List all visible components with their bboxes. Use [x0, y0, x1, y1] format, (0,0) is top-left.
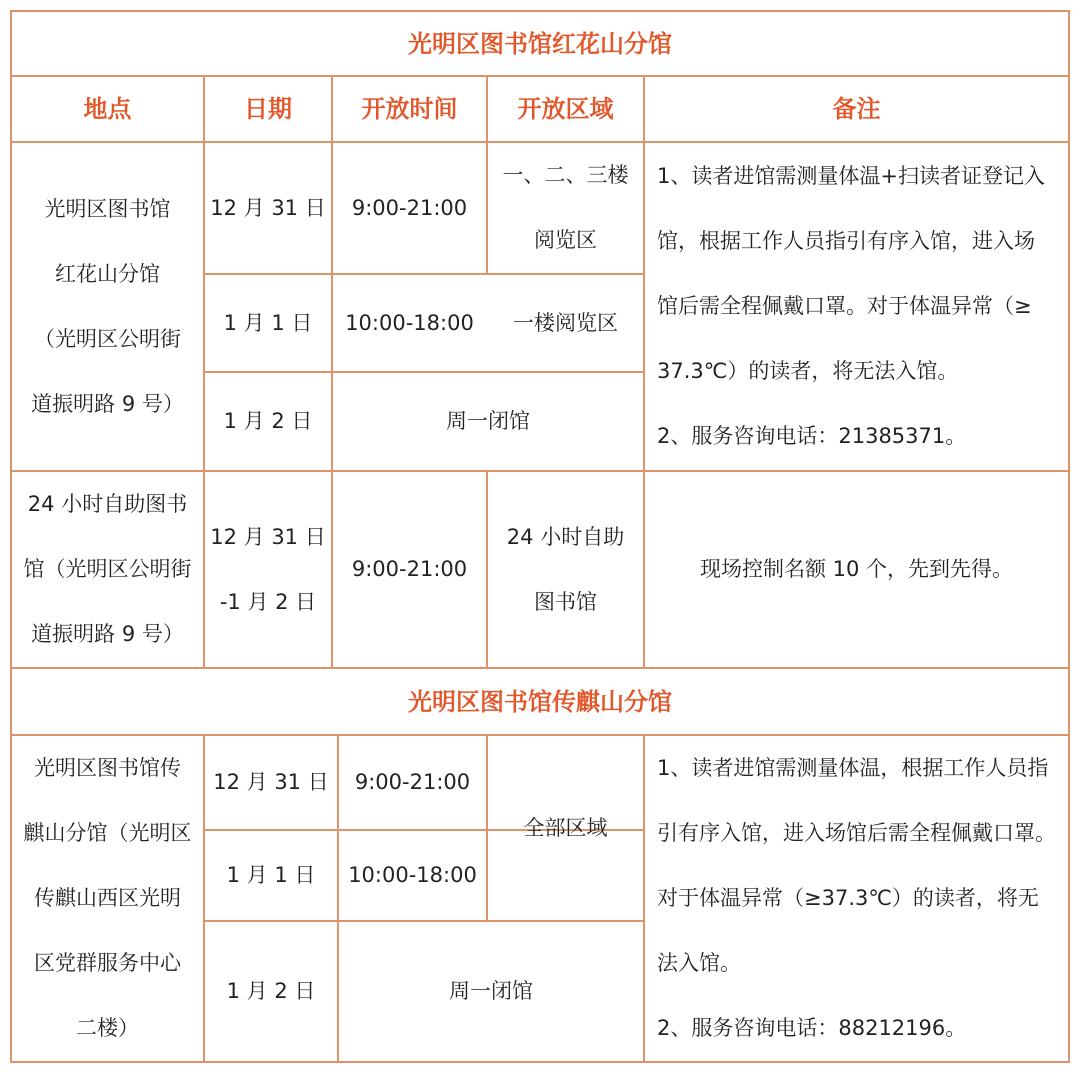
location-line: 道振明路 9 号） — [31, 391, 184, 416]
remark-line: 1、读者进馆需测量体温，根据工作人员指 — [657, 756, 1049, 780]
area-cell — [488, 143, 643, 273]
date-cell: 1 月 2 日 — [223, 409, 313, 433]
table-border-right — [1068, 10, 1070, 1063]
remark-line: 对于体温异常（≥37.3℃）的读者，将无 — [657, 886, 1039, 910]
date-cell — [205, 472, 331, 667]
date-line: -1 月 2 日 — [219, 589, 317, 614]
time-cell: 9:00-21:00 — [354, 770, 471, 794]
header-open-time: 开放时间 — [361, 95, 458, 123]
location-line: 二楼） — [76, 1016, 139, 1040]
header-remarks: 备注 — [832, 95, 881, 123]
area-line: 阅览区 — [534, 228, 597, 252]
time-cell: 9:00-21:00 — [351, 557, 468, 581]
header-date: 日期 — [244, 95, 292, 123]
closed-cell: 周一闭馆 — [446, 409, 530, 433]
remark-line: 法入馆。 — [657, 951, 741, 975]
location-line: 光明区图书馆传 — [34, 756, 181, 780]
area-cell: 一楼阅览区 — [513, 310, 618, 335]
location-24h-library — [12, 472, 203, 667]
date-cell: 12 月 31 日 — [213, 770, 329, 794]
section-title-chuanqishan: 光明区图书馆传麒山分馆 — [408, 687, 672, 716]
location-line: 红花山分馆 — [55, 261, 160, 286]
table-border-bottom — [10, 1061, 1070, 1063]
location-line: 馆（光明区公明街 — [23, 557, 192, 581]
remarks-chuanqishan — [645, 736, 1068, 1061]
location-chuanqishan — [12, 736, 203, 1061]
section-title-honghuashan: 光明区图书馆红花山分馆 — [408, 29, 672, 58]
remark-line: 2、服务咨询电话：88212196。 — [657, 1016, 967, 1040]
time-cell: 10:00-18:00 — [345, 310, 474, 335]
location-line: 麒山分馆（光明区 — [23, 821, 192, 845]
header-open-area: 开放区域 — [517, 95, 614, 123]
location-line: （光明区公明街 — [34, 326, 181, 351]
remark-line: 馆，根据工作人员指引有序入馆，进入场 — [657, 229, 1035, 253]
remarks-honghuashan — [645, 143, 1068, 470]
date-line: 12 月 31 日 — [210, 524, 326, 549]
location-line: 道振明路 9 号） — [31, 622, 184, 646]
location-line: 传麒山西区光明 — [34, 886, 181, 910]
remark-line: 1、读者进馆需测量体温+扫读者证登记入 — [657, 164, 1045, 188]
area-cell — [488, 472, 643, 667]
date-cell: 1 月 2 日 — [226, 979, 316, 1003]
location-line: 区党群服务中心 — [34, 951, 181, 975]
remark-line: 引有序入馆，进入场馆后需全程佩戴口罩。 — [657, 821, 1056, 845]
area-line: 一、二、三楼 — [502, 163, 629, 187]
date-cell: 12 月 31 日 — [210, 195, 326, 220]
location-line: 24 小时自助图书 — [27, 492, 188, 516]
area-cell: 全部区域 — [523, 815, 608, 840]
location-line: 光明区图书馆 — [44, 196, 171, 221]
remarks-24h-library: 现场控制名额 10 个，先到先得。 — [699, 557, 1014, 581]
area-line: 24 小时自助 — [506, 524, 625, 549]
header-location: 地点 — [83, 95, 132, 123]
date-cell: 1 月 1 日 — [226, 863, 316, 887]
time-cell: 9:00-21:00 — [351, 195, 468, 220]
remark-line: 37.3℃）的读者，将无法入馆。 — [657, 359, 959, 383]
time-cell: 10:00-18:00 — [348, 863, 477, 887]
date-cell: 1 月 1 日 — [223, 310, 313, 335]
closed-cell: 周一闭馆 — [449, 979, 533, 1003]
remark-line: 2、服务咨询电话：21385371。 — [657, 424, 967, 448]
location-honghuashan — [12, 143, 203, 470]
area-line: 图书馆 — [534, 589, 597, 614]
remark-line: 馆后需全程佩戴口罩。对于体温异常（≥ — [657, 294, 1032, 318]
